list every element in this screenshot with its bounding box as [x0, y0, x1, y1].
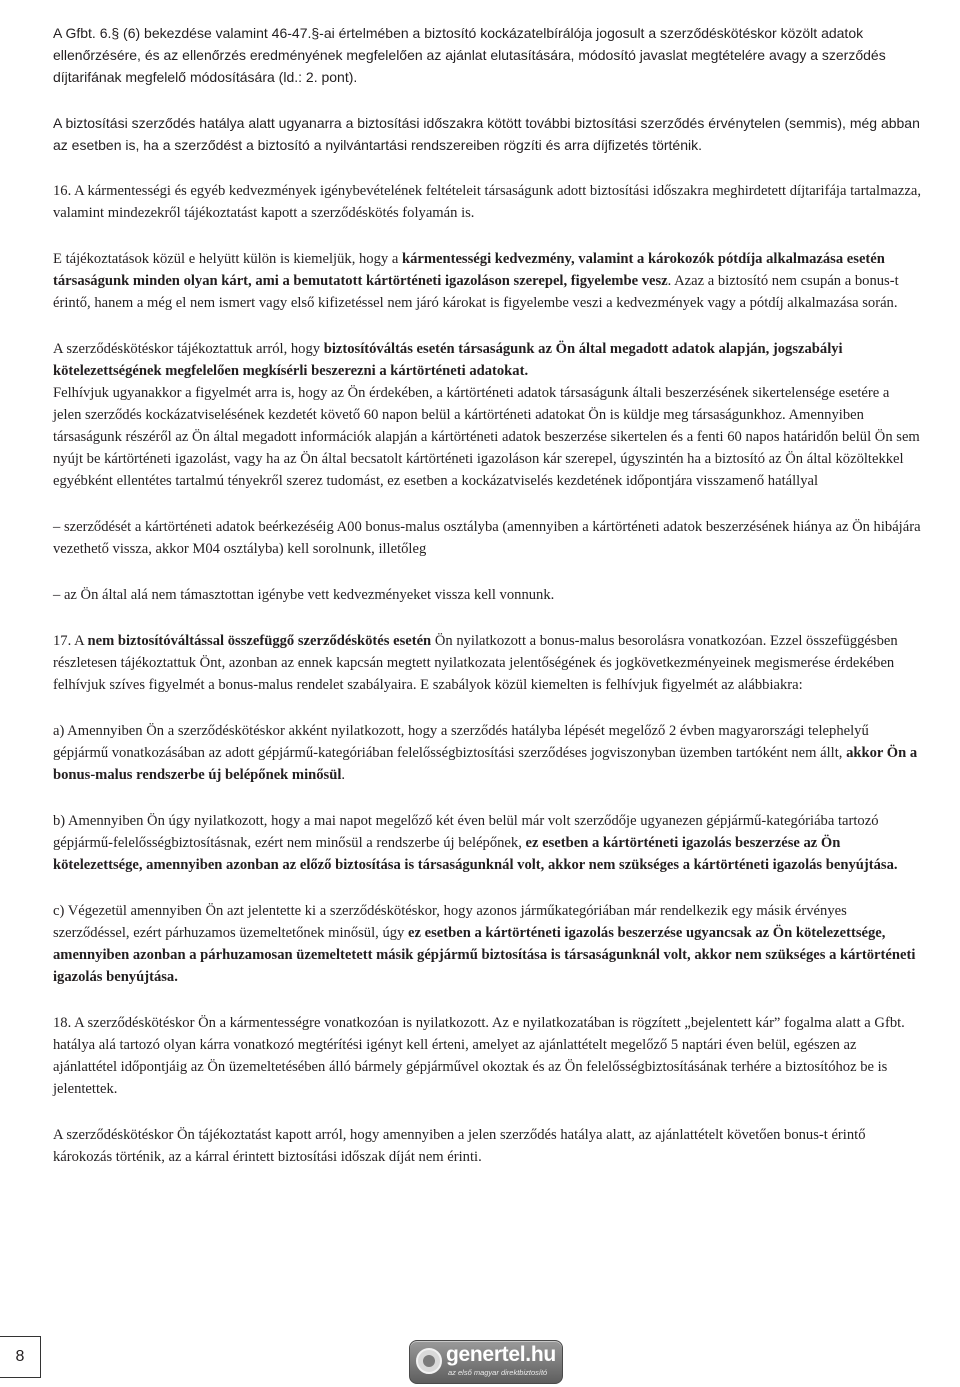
logo-g-icon	[416, 1348, 442, 1374]
text-run: . Azaz a biztosító nem csupán a bonus-t érintő, hanem a még el nem ismert vagy első kifizetéssel nem járó károkat is figyelembe veszi a kedvezmények vagy a pótdíj alkalmazása során.	[53, 273, 899, 311]
document-body	[53, 22, 921, 1168]
bold-run: ez esetben a kártörténeti igazolás beszerzése az Ön kötelezettsége, amennyiben azonban az előző biztosítása is társaságunknál volt, akkor nem szükséges a kártörténeti igazolás benyújtása.	[53, 835, 898, 873]
paragraph-insurer-change	[53, 338, 921, 382]
paragraph-16: 16. A kármentességi és egyéb kedvezmények igénybevételének feltételeit társaságunk adott biztosítási időszakra meghirdetett díjtarifája tartalmazza, valamint mindezekről tájékoztatást kapott a szerződéskötés folyamán is.	[53, 183, 921, 221]
text-run: b) Amennyiben Ön úgy nyilatkozott, hogy a mai napot megelőző két éven belül már volt szerződője ugyanezen gépjármű-kategóriába tartozó gépjármű-felelősségbiztosításnak, ezért nem minősül a rendszerbe új belépőnek,	[53, 813, 879, 851]
paragraph-invalid-contract: A biztosítási szerződés hatálya alatt ugyanarra a biztosítási időszakra kötött további biztosítási szerződés érvénytelen (semmis), még abban az esetben is, ha a szerződést a biztosító a nyilvántartási rendszereiben rögzíti és arra díjfizetés történik.	[53, 115, 920, 153]
paragraph-17	[53, 630, 921, 696]
paragraph-claim-history: Felhívjuk ugyanakkor a figyelmét arra is, hogy az Ön érdekében, a kártörténeti adatok társaságunk általi beszerzésének sikertelensége esetére a jelen szerződés kockázatviselésének kezdetét követő 60 napon belül a kártörténeti adatokat Ön is küldje meg társaságunkhoz. Amennyiben társaságunk részéről az Ön által megadott információk alapján a kártörténeti adatok beszerzése sikertelen és a fenti 60 napos határidőn belül Ön sem nyújt be kártörténeti igazolást, vagy ha az Ön által becsatolt kártörténeti igazoláson kár szerepel, úgyszintén ha a biztosító az Ön által közöltekkel egyébként ellentétes tartalmú tényekről szerez tudomást, ez esetben a kockázatviselés kezdetének időpontjára visszamenő hatállyal	[53, 385, 920, 489]
text-run: 17. A	[53, 633, 88, 649]
paragraph-final: A szerződéskötéskor Ön tájékoztatást kapott arról, hogy amennyiben a jelen szerződés hatálya alatt, az ajánlattételt követően bonus-t érintő károkozás történik, az a kárral érintett biztosítási időszak díját nem érinti.	[53, 1127, 866, 1165]
paragraph-discount-info	[53, 248, 921, 314]
text-run: .	[341, 767, 346, 783]
text-run: E tájékoztatások közül e helyütt külön is kiemeljük, hogy a	[53, 251, 402, 267]
text-run: Ön nyilatkozott a bonus-malus besorolásra vonatkozóan. Ezzel összefüggésben részletesen tájékoztattuk Önt, azonban az ennek kapcsán megtett nyilatkozata jelentőségének és jogkövetkezményeinek megismerése érdekében felhívjuk szíves figyelmét a bonus-malus rendelet szabályaira. E szabályok közül kiemelten is felhívjuk figyelmét az alábbiakra:	[53, 633, 898, 693]
paragraph-18: 18. A szerződéskötéskor Ön a kármentességre vonatkozóan is nyilatkozott. Az e nyilatkozatában is rögzített „bejelentett kár” fogalma alatt a Gfbt. hatálya alá tartozó olyan kárra vonatkozó megtérítési igényt kell érteni, amelyet az ajánlattételt megelőző 5 naptári éven belül, egészen az ajánlattétel időpontjáig az Ön üzemeltetésében álló bármely gépjárművel okoztak és az Ön felelősségbiztosításának terhére a biztosítóhoz be is jelentettek.	[53, 1015, 905, 1097]
dash-item-1: – szerződését a kártörténeti adatok beérkezéséig A00 bonus-malus osztályba (amennyiben a kártörténeti adatok beszerzésének hiánya az Ön hibájára vezethető vissza, akkor M04 osztályba) kell sorolnunk, illetőleg	[53, 519, 921, 557]
paragraph-item-b	[53, 810, 921, 876]
logo-tagline: az első magyar direktbiztosító	[448, 1368, 548, 1377]
text-run: a) Amennyiben Ön a szerződéskötéskor akként nyilatkozott, hogy a szerződés hatályba lépését megelőző 2 évben magyarországi telephelyű gépjármű vonatkozásában az adott gépjármű-kategóriában felelősségbiztosítási szerződéses jogviszonyban üzemben tartóként nem állt,	[53, 723, 869, 761]
logo-text: genertel.hu	[446, 1343, 556, 1366]
paragraph-gfbt: A Gfbt. 6.§ (6) bekezdése valamint 46-47.§-ai értelmében a biztosító kockázatelbírálója jogosult a szerződéskötéskor közölt adatok ellenőrzésére, és az ellenőrzés eredményének megfelelően az ajánlat elutasítására, módosító javaslat megtételére avagy a szerződés díjtarifának megfelelő módosítására (ld.: 2. pont).	[53, 25, 886, 85]
paragraph-item-a	[53, 720, 921, 786]
dash-item-2: – az Ön által alá nem támasztottan igénybe vett kedvezményeket vissza kell vonnunk.	[53, 587, 555, 603]
text-run: c) Végezetül amennyiben Ön azt jelentette ki a szerződéskötéskor, hogy azonos járműkategóriában már rendelkezik egy másik érvényes szerződéssel, ezért párhuzamos üzemeltetőnek minősül, úgy	[53, 903, 847, 941]
bold-run: biztosítóváltás esetén társaságunk az Ön által megadott adatok alapján, jogszabályi kötelezettségének megfelelően megkísérli beszerezni a kártörténeti adatokat.	[53, 341, 843, 379]
page-number	[0, 1336, 41, 1378]
bold-run: akkor Ön a bonus-malus rendszerbe új belépőnek minősül	[53, 745, 918, 783]
text-run: A szerződéskötéskor tájékoztattuk arról, hogy	[53, 341, 324, 357]
page-number-text: 8	[15, 1348, 25, 1365]
paragraph-item-c	[53, 900, 921, 988]
bold-run: nem biztosítóváltással összefüggő szerződéskötés esetén	[87, 633, 432, 649]
genertel-logo	[409, 1340, 563, 1384]
bold-run: ez esetben a kártörténeti igazolás beszerzése ugyancsak az Ön kötelezettsége, amennyiben azonban a párhuzamosan üzemeltetett másik gépjármű biztosítása is társaságunknál volt, akkor nem szükséges a kártörténeti igazolás benyújtása.	[53, 925, 916, 985]
bold-run: kármentességi kedvezmény, valamint a károkozók pótdíja alkalmazása esetén társaságunk minden olyan kárt, ami a bemutatott kártörténeti igazoláson szerepel, figyelembe vesz	[53, 251, 885, 289]
